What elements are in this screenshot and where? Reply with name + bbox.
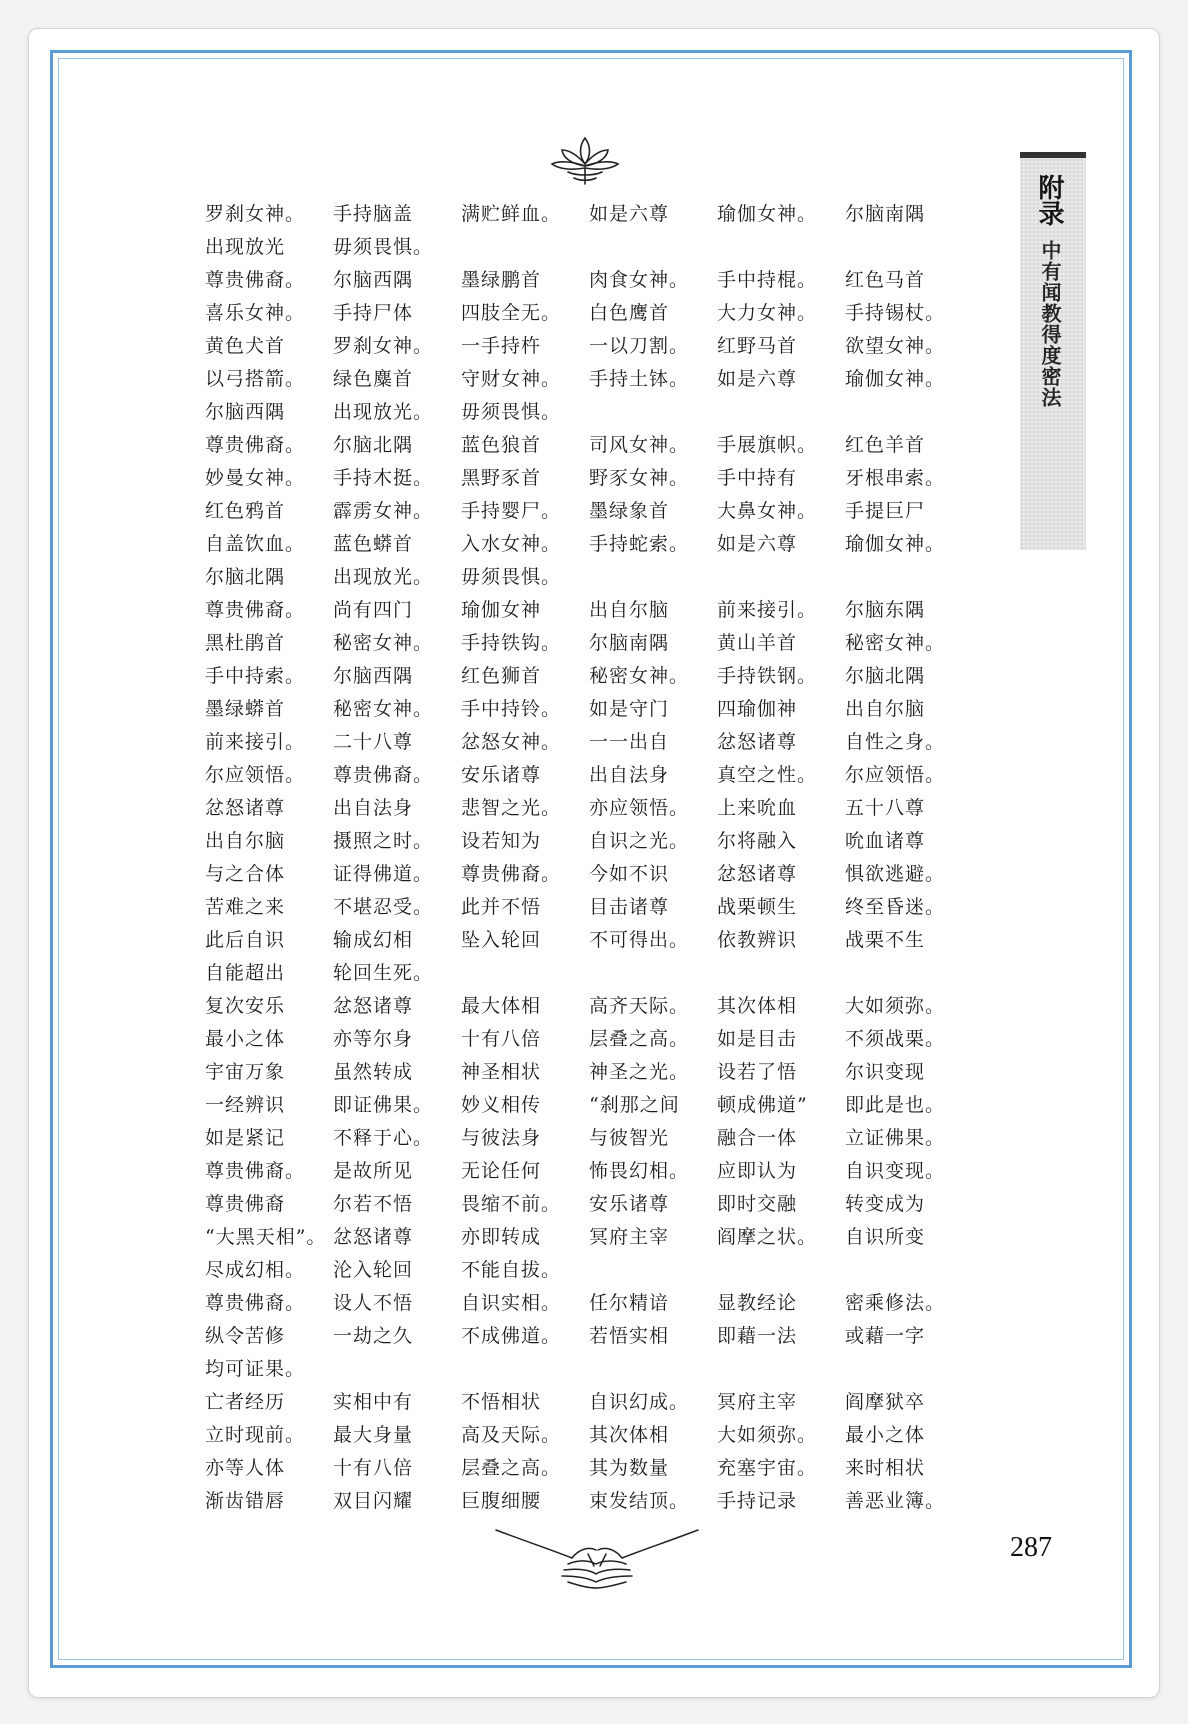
verse-phrase: 最大身量 bbox=[333, 1424, 414, 1446]
verse-phrase: 充塞宇宙。 bbox=[717, 1457, 818, 1479]
verse-phrase: 手持记录 bbox=[717, 1490, 798, 1512]
verse-phrase: 入水女神。 bbox=[461, 533, 562, 555]
verse-phrase: 秘密女神。 bbox=[589, 665, 690, 687]
verse-phrase: 即藉一法 bbox=[717, 1325, 798, 1347]
verse-phrase: 纵令苦修 bbox=[205, 1325, 286, 1347]
verse-phrase: 忿怒诸尊 bbox=[717, 731, 798, 753]
verse-phrase: 忿怒诸尊 bbox=[205, 797, 286, 819]
verse-row bbox=[205, 990, 973, 1023]
verse-phrase: 不能自拔。 bbox=[461, 1259, 562, 1281]
verse-phrase: 手提巨尸 bbox=[845, 500, 926, 522]
verse-phrase: 尔脑西隅 bbox=[333, 269, 414, 291]
verse-phrase: 尊贵佛裔。 bbox=[205, 1292, 306, 1314]
verse-row bbox=[205, 1188, 973, 1221]
verse-phrase: 秘密女神。 bbox=[333, 632, 434, 654]
verse-phrase: 任尔精谙 bbox=[589, 1292, 670, 1314]
verse-phrase: 四瑜伽神 bbox=[717, 698, 798, 720]
verse-phrase: 红色鸦首 bbox=[205, 500, 286, 522]
side-tab-subtitle: 中有闻教得度密法 bbox=[1038, 240, 1062, 408]
verse-phrase: 最大体相 bbox=[461, 995, 542, 1017]
verse-phrase: 终至昏迷。 bbox=[845, 896, 946, 918]
verse-phrase: 以弓搭箭。 bbox=[205, 368, 306, 390]
verse-row bbox=[205, 1089, 973, 1122]
lotus-icon bbox=[548, 132, 622, 188]
verse-phrase: 妙曼女神。 bbox=[205, 467, 306, 489]
verse-row bbox=[205, 726, 973, 759]
verse-phrase: 秘密女神。 bbox=[333, 698, 434, 720]
verse-phrase: 尊贵佛裔。 bbox=[205, 599, 306, 621]
verse-phrase: 尔脑西隅 bbox=[205, 401, 286, 423]
verse-phrase: 若悟实相 bbox=[589, 1325, 670, 1347]
verse-phrase: 红色羊首 bbox=[845, 434, 926, 456]
verse-phrase: 融合一体 bbox=[717, 1127, 798, 1149]
verse-phrase: 摄照之时。 bbox=[333, 830, 434, 852]
verse-phrase: 安乐诸尊 bbox=[589, 1193, 670, 1215]
verse-phrase: 来时相状 bbox=[845, 1457, 926, 1479]
verse-phrase: 红色狮首 bbox=[461, 665, 542, 687]
verse-phrase: 尔将融入 bbox=[717, 830, 798, 852]
verse-phrase: 蓝色狼首 bbox=[461, 434, 542, 456]
verse-phrase: 出自尔脑 bbox=[845, 698, 926, 720]
verse-phrase: 不释于心。 bbox=[333, 1127, 434, 1149]
verse-phrase: 红色马首 bbox=[845, 269, 926, 291]
verse-phrase: 自识变现。 bbox=[845, 1160, 946, 1182]
verse-phrase: 尔应领悟。 bbox=[205, 764, 306, 786]
verse-phrase: 是故所见 bbox=[333, 1160, 414, 1182]
verse-phrase: 虽然转成 bbox=[333, 1061, 414, 1083]
verse-phrase: 霹雳女神。 bbox=[333, 500, 434, 522]
verse-row bbox=[205, 759, 973, 792]
verse-phrase: 黄山羊首 bbox=[717, 632, 798, 654]
verse-phrase: 毋须畏惧。 bbox=[461, 566, 562, 588]
verse-phrase: 其次体相 bbox=[589, 1424, 670, 1446]
verse-phrase: 如是六尊 bbox=[589, 203, 670, 225]
verse-phrase: 尔脑北隅 bbox=[333, 434, 414, 456]
verse-row bbox=[205, 957, 973, 990]
verse-phrase: 设若知为 bbox=[461, 830, 542, 852]
verse-phrase: 即时交融 bbox=[717, 1193, 798, 1215]
verse-row bbox=[205, 1155, 973, 1188]
verse-phrase: 欲望女神。 bbox=[845, 335, 946, 357]
verse-phrase: 复次安乐 bbox=[205, 995, 286, 1017]
verse-phrase: 与彼智光 bbox=[589, 1127, 670, 1149]
verse-phrase: 如是守门 bbox=[589, 698, 670, 720]
verse-phrase: 尔脑西隅 bbox=[333, 665, 414, 687]
verse-phrase: 实相中有 bbox=[333, 1391, 414, 1413]
hands-icon bbox=[492, 1520, 702, 1592]
verse-phrase: 轮回生死。 bbox=[333, 962, 434, 984]
verse-phrase: 自识所变 bbox=[845, 1226, 926, 1248]
verse-phrase: 五十八尊 bbox=[845, 797, 926, 819]
verse-phrase: 束发结顶。 bbox=[589, 1490, 690, 1512]
verse-phrase: “大黑天相”。 bbox=[205, 1226, 327, 1248]
verse-phrase: 此并不悟 bbox=[461, 896, 542, 918]
verse-phrase: 尚有四门 bbox=[333, 599, 414, 621]
verse-phrase: 一手持杵 bbox=[461, 335, 542, 357]
verse-phrase: 尔脑北隅 bbox=[845, 665, 926, 687]
verse-phrase: 如是目击 bbox=[717, 1028, 798, 1050]
verse-row bbox=[205, 198, 973, 231]
verse-phrase: 巨腹细腰 bbox=[461, 1490, 542, 1512]
verse-phrase: 尔应领悟。 bbox=[845, 764, 946, 786]
verse-phrase: 坠入轮回 bbox=[461, 929, 542, 951]
verse-phrase: 尔脑南隅 bbox=[845, 203, 926, 225]
verse-phrase: 惧欲逃避。 bbox=[845, 863, 946, 885]
verse-phrase: 司风女神。 bbox=[589, 434, 690, 456]
verse-phrase: 瑜伽女神。 bbox=[845, 368, 946, 390]
verse-phrase: 蓝色蟒首 bbox=[333, 533, 414, 555]
verse-phrase: 忿怒诸尊 bbox=[717, 863, 798, 885]
verse-phrase: 手持铁钩。 bbox=[461, 632, 562, 654]
verse-phrase: 手中持铃。 bbox=[461, 698, 562, 720]
verse-phrase: 此后自识 bbox=[205, 929, 286, 951]
verse-phrase: 冥府主宰 bbox=[589, 1226, 670, 1248]
verse-phrase: 上来吮血 bbox=[717, 797, 798, 819]
verse-phrase: 一经辨识 bbox=[205, 1094, 286, 1116]
verse-row bbox=[205, 1353, 973, 1386]
verse-row bbox=[205, 693, 973, 726]
verse-row bbox=[205, 1221, 973, 1254]
verse-phrase: 不堪忍受。 bbox=[333, 896, 434, 918]
verse-phrase: 即证佛果。 bbox=[333, 1094, 434, 1116]
verse-phrase: 一劫之久 bbox=[333, 1325, 414, 1347]
verse-phrase: 手中持棍。 bbox=[717, 269, 818, 291]
verse-phrase: 悲智之光。 bbox=[461, 797, 562, 819]
verse-row bbox=[205, 1320, 973, 1353]
verse-phrase: 真空之性。 bbox=[717, 764, 818, 786]
verse-phrase: 墨绿象首 bbox=[589, 500, 670, 522]
verse-row bbox=[205, 1254, 973, 1287]
verse-row bbox=[205, 297, 973, 330]
verse-phrase: 尔脑南隅 bbox=[589, 632, 670, 654]
verse-phrase: 手展旗帜。 bbox=[717, 434, 818, 456]
verse-row bbox=[205, 660, 973, 693]
verse-phrase: 黑杜鹃首 bbox=[205, 632, 286, 654]
verse-phrase: 喜乐女神。 bbox=[205, 302, 306, 324]
verse-phrase: 最小之体 bbox=[845, 1424, 926, 1446]
verse-phrase: 出自法身 bbox=[333, 797, 414, 819]
verse-phrase: 大如须弥。 bbox=[845, 995, 946, 1017]
verse-phrase: 均可证果。 bbox=[205, 1358, 306, 1380]
verse-phrase: 毋须畏惧。 bbox=[461, 401, 562, 423]
verse-phrase: 自盖饮血。 bbox=[205, 533, 306, 555]
verse-phrase: 阎摩狱卒 bbox=[845, 1391, 926, 1413]
verse-phrase: 密乘修法。 bbox=[845, 1292, 946, 1314]
verse-phrase: 尊贵佛裔。 bbox=[205, 1160, 306, 1182]
verse-phrase: 尊贵佛裔。 bbox=[205, 434, 306, 456]
verse-phrase: 二十八尊 bbox=[333, 731, 414, 753]
verse-phrase: 大力女神。 bbox=[717, 302, 818, 324]
verse-phrase: 如是六尊 bbox=[717, 368, 798, 390]
verse-phrase: 证得佛道。 bbox=[333, 863, 434, 885]
verse-phrase: 今如不识 bbox=[589, 863, 670, 885]
verse-phrase: 瑜伽女神 bbox=[461, 599, 542, 621]
verse-phrase: 罗刹女神。 bbox=[205, 203, 306, 225]
verse-row bbox=[205, 1287, 973, 1320]
verse-phrase: 亦等人体 bbox=[205, 1457, 286, 1479]
verse-phrase: 出自法身 bbox=[589, 764, 670, 786]
verse-phrase: 转变成为 bbox=[845, 1193, 926, 1215]
verse-phrase: 不成佛道。 bbox=[461, 1325, 562, 1347]
verse-phrase: 十有八倍 bbox=[333, 1457, 414, 1479]
verse-phrase: 自识幻成。 bbox=[589, 1391, 690, 1413]
verse-phrase: 尽成幻相。 bbox=[205, 1259, 306, 1281]
verse-phrase: “刹那之间 bbox=[589, 1094, 680, 1116]
verse-phrase: 手持木挺。 bbox=[333, 467, 434, 489]
verse-phrase: 其为数量 bbox=[589, 1457, 670, 1479]
verse-phrase: 不须战栗。 bbox=[845, 1028, 946, 1050]
verse-row bbox=[205, 363, 973, 396]
verse-row bbox=[205, 264, 973, 297]
verse-phrase: 前来接引。 bbox=[205, 731, 306, 753]
verse-phrase: 即此是也。 bbox=[845, 1094, 946, 1116]
verse-phrase: 战栗不生 bbox=[845, 929, 926, 951]
verse-phrase: 设人不悟 bbox=[333, 1292, 414, 1314]
verse-phrase: 显教经论 bbox=[717, 1292, 798, 1314]
verse-phrase: 或藉一字 bbox=[845, 1325, 926, 1347]
verse-row bbox=[205, 396, 973, 429]
verse-row bbox=[205, 594, 973, 627]
verse-phrase: 阎摩之状。 bbox=[717, 1226, 818, 1248]
page-number: 287 bbox=[1010, 1532, 1052, 1563]
verse-phrase: 毋须畏惧。 bbox=[333, 236, 434, 258]
verse-phrase: 依教辨识 bbox=[717, 929, 798, 951]
verse-phrase: 亦应领悟。 bbox=[589, 797, 690, 819]
verse-phrase: 渐齿错唇 bbox=[205, 1490, 286, 1512]
verse-phrase: 守财女神。 bbox=[461, 368, 562, 390]
verse-phrase: 满贮鲜血。 bbox=[461, 203, 562, 225]
verse-row bbox=[205, 462, 973, 495]
verse-phrase: 四肢全无。 bbox=[461, 302, 562, 324]
verse-phrase: 立证佛果。 bbox=[845, 1127, 946, 1149]
verse-row bbox=[205, 495, 973, 528]
verse-phrase: 墨绿蟒首 bbox=[205, 698, 286, 720]
verse-phrase: 手持脑盖 bbox=[333, 203, 414, 225]
verse-row bbox=[205, 1023, 973, 1056]
verse-phrase: 瑜伽女神。 bbox=[845, 533, 946, 555]
verse-phrase: 自能超出 bbox=[205, 962, 286, 984]
verse-phrase: 神圣之光。 bbox=[589, 1061, 690, 1083]
verse-row bbox=[205, 429, 973, 462]
verse-phrase: 怖畏幻相。 bbox=[589, 1160, 690, 1182]
verse-phrase: 尊贵佛裔。 bbox=[461, 863, 562, 885]
verse-phrase: 最小之体 bbox=[205, 1028, 286, 1050]
verse-phrase: 忿怒诸尊 bbox=[333, 1226, 414, 1248]
verse-phrase: 善恶业簿。 bbox=[845, 1490, 946, 1512]
verse-phrase: 忿怒诸尊 bbox=[333, 995, 414, 1017]
verse-phrase: 手持锡杖。 bbox=[845, 302, 946, 324]
verse-row bbox=[205, 1122, 973, 1155]
verse-phrase: 手持尸体 bbox=[333, 302, 414, 324]
verse-phrase: 立时现前。 bbox=[205, 1424, 306, 1446]
verse-phrase: 手持铁钢。 bbox=[717, 665, 818, 687]
verse-phrase: 大如须弥。 bbox=[717, 1424, 818, 1446]
verse-phrase: 层叠之高。 bbox=[461, 1457, 562, 1479]
verse-row bbox=[205, 858, 973, 891]
verse-phrase: 出自尔脑 bbox=[589, 599, 670, 621]
verse-phrase: 手中持索。 bbox=[205, 665, 306, 687]
verse-phrase: 十有八倍 bbox=[461, 1028, 542, 1050]
verse-phrase: 其次体相 bbox=[717, 995, 798, 1017]
verse-phrase: 无论任何 bbox=[461, 1160, 542, 1182]
verse-phrase: 战栗顿生 bbox=[717, 896, 798, 918]
verse-phrase: 秘密女神。 bbox=[845, 632, 946, 654]
side-tab-title: 附录 bbox=[1034, 174, 1064, 226]
verse-phrase: 如是紧记 bbox=[205, 1127, 286, 1149]
verse-phrase: 高齐天际。 bbox=[589, 995, 690, 1017]
verse-phrase: 忿怒女神。 bbox=[461, 731, 562, 753]
verse-phrase: 吮血诸尊 bbox=[845, 830, 926, 852]
verse-phrase: 尊贵佛裔。 bbox=[205, 269, 306, 291]
verse-phrase: 尊贵佛裔 bbox=[205, 1193, 286, 1215]
verse-phrase: 不可得出。 bbox=[589, 929, 690, 951]
verse-phrase: 苦难之来 bbox=[205, 896, 286, 918]
verse-phrase: 黄色犬首 bbox=[205, 335, 286, 357]
verse-phrase: 前来接引。 bbox=[717, 599, 818, 621]
verse-phrase: 牙根串索。 bbox=[845, 467, 946, 489]
verse-phrase: 亦即转成 bbox=[461, 1226, 542, 1248]
verse-phrase: 野豕女神。 bbox=[589, 467, 690, 489]
verse-phrase: 妙义相传 bbox=[461, 1094, 542, 1116]
verse-phrase: 亡者经历 bbox=[205, 1391, 286, 1413]
verse-row bbox=[205, 1419, 973, 1452]
verse-phrase: 手持土钵。 bbox=[589, 368, 690, 390]
verse-phrase: 设若了悟 bbox=[717, 1061, 798, 1083]
verse-phrase: 大鼻女神。 bbox=[717, 500, 818, 522]
verse-phrase: 双目闪耀 bbox=[333, 1490, 414, 1512]
verse-phrase: 手中持有 bbox=[717, 467, 798, 489]
verse-phrase: 尔脑东隅 bbox=[845, 599, 926, 621]
verse-phrase: 神圣相状 bbox=[461, 1061, 542, 1083]
verse-row bbox=[205, 792, 973, 825]
verse-phrase: 层叠之高。 bbox=[589, 1028, 690, 1050]
verse-phrase: 沦入轮回 bbox=[333, 1259, 414, 1281]
verse-phrase: 肉食女神。 bbox=[589, 269, 690, 291]
verse-row bbox=[205, 528, 973, 561]
verse-row bbox=[205, 561, 973, 594]
verse-phrase: 尔脑北隅 bbox=[205, 566, 286, 588]
verse-phrase: 与彼法身 bbox=[461, 1127, 542, 1149]
verse-row bbox=[205, 825, 973, 858]
verse-phrase: 出现放光。 bbox=[333, 401, 434, 423]
verse-phrase: 宇宙万象 bbox=[205, 1061, 286, 1083]
verse-row bbox=[205, 1386, 973, 1419]
verse-phrase: 目击诸尊 bbox=[589, 896, 670, 918]
verse-phrase: 一一出自 bbox=[589, 731, 670, 753]
verse-phrase: 畏缩不前。 bbox=[461, 1193, 562, 1215]
verse-phrase: 顿成佛道” bbox=[717, 1094, 808, 1116]
verse-phrase: 高及天际。 bbox=[461, 1424, 562, 1446]
verse-phrase: 黑野豕首 bbox=[461, 467, 542, 489]
verse-phrase: 亦等尔身 bbox=[333, 1028, 414, 1050]
verse-phrase: 输成幻相 bbox=[333, 929, 414, 951]
verse-row bbox=[205, 1485, 973, 1518]
verse-phrase: 白色鹰首 bbox=[589, 302, 670, 324]
verse-phrase: 手持蛇索。 bbox=[589, 533, 690, 555]
verse-phrase: 绿色麋首 bbox=[333, 368, 414, 390]
verse-phrase: 不悟相状 bbox=[461, 1391, 542, 1413]
verse-phrase: 出现放光 bbox=[205, 236, 286, 258]
verse-phrase: 出现放光。 bbox=[333, 566, 434, 588]
verse-phrase: 自识之光。 bbox=[589, 830, 690, 852]
verse-phrase: 安乐诸尊 bbox=[461, 764, 542, 786]
verse-text bbox=[205, 198, 973, 1518]
verse-phrase: 一以刀割。 bbox=[589, 335, 690, 357]
verse-row bbox=[205, 627, 973, 660]
verse-phrase: 墨绿鹏首 bbox=[461, 269, 542, 291]
verse-phrase: 应即认为 bbox=[717, 1160, 798, 1182]
verse-phrase: 与之合体 bbox=[205, 863, 286, 885]
side-tab bbox=[1020, 152, 1086, 550]
verse-phrase: 瑜伽女神。 bbox=[717, 203, 818, 225]
verse-phrase: 红野马首 bbox=[717, 335, 798, 357]
verse-phrase: 自识实相。 bbox=[461, 1292, 562, 1314]
verse-phrase: 罗刹女神。 bbox=[333, 335, 434, 357]
verse-row bbox=[205, 1452, 973, 1485]
verse-row bbox=[205, 1056, 973, 1089]
verse-phrase: 手持婴尸。 bbox=[461, 500, 562, 522]
verse-phrase: 出自尔脑 bbox=[205, 830, 286, 852]
verse-row bbox=[205, 924, 973, 957]
verse-phrase: 自性之身。 bbox=[845, 731, 946, 753]
verse-phrase: 如是六尊 bbox=[717, 533, 798, 555]
verse-phrase: 冥府主宰 bbox=[717, 1391, 798, 1413]
verse-phrase: 尊贵佛裔。 bbox=[333, 764, 434, 786]
verse-row bbox=[205, 330, 973, 363]
verse-phrase: 尔若不悟 bbox=[333, 1193, 414, 1215]
verse-row bbox=[205, 231, 973, 264]
verse-phrase: 尔识变现 bbox=[845, 1061, 926, 1083]
verse-row bbox=[205, 891, 973, 924]
